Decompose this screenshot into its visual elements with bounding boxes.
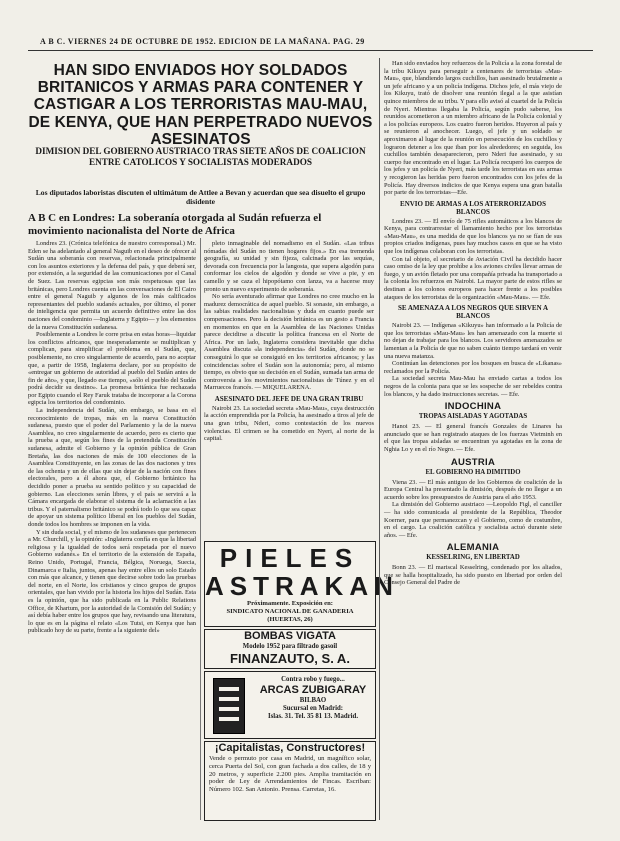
article-paragraph: No sería aventurado afirmar que Londres no cree mucho en la madurez democrática de aquel pueblo. Si sonaste, sin embargo, a las sabias realidades nacionalistas y duda en cuanto puede ser compensaciones. Pero la decisión británica es un gesto a Francia en momentos en que en la Asamblea de las Naciones Unidas parece decidirse a discutir la política francesa en el Norte de Africa. Por un lado, Inglaterra considera inevitable que dicha Asamblea discuta «la independencia» del Sudán, donde no se conseguirá lo que se consiguió en los territorios africanos; y las coincidencias sobre el Sudán son la autonomía; pero, al mismo tiempo, es obvio que su decisión en el Sudán, sumada tan arma de controversia a los movimientos nacionalistas de Túnez y en el Marruecos francés. — MIQUELARENA. — [204, 293, 374, 392]
ad-text: BILBAO — [299, 697, 327, 704]
article-paragraph: Continúan las detenciones por los bosques en busca de «Likanas» reclamados por la Policía. — [384, 360, 562, 375]
safe-image-icon — [213, 678, 245, 734]
ad-title: ARCAS ZUBIGARAY — [259, 684, 367, 696]
article-paragraph: Bonn 23. — El mariscal Kesselring, condenado por los aliados, que se halla hospitalizado, ha sido puesto en libertad por orden del Consejo General del Padre de — [384, 564, 562, 587]
section-title-austria: AUSTRIA — [450, 456, 496, 468]
ad-text: Próximamente. Exposición en: — [247, 600, 333, 607]
austria-subheadline: DIMISION DEL GOBIERNO AUSTRIACO TRAS SIETE AÑOS DE COALICION ENTRE CATOLICOS Y SOCIALISTAS MODERADOS — [35, 146, 366, 167]
ad-arcas-zubigaray — [204, 671, 376, 739]
ad-pieles-astrakan — [204, 541, 399, 627]
section-subtitle: EL GOBIERNO HA DIMITIDO — [425, 468, 521, 476]
section-subtitle: TROPAS AISLADAS Y AGOTADAS — [418, 413, 528, 421]
ad-bombas-vigata — [204, 629, 376, 669]
ad-text: SINDICATO NACIONAL DE GANADERIA — [226, 607, 354, 615]
ad-text: Sucursal en Madrid: — [282, 705, 344, 712]
header-rule — [28, 50, 593, 51]
sudan-headline: A B C en Londres: La soberanía otorgada al Sudán refuerza el movimiento nacionalista del Norte de Africa — [28, 212, 322, 237]
article-paragraph: Nairobi 23. — Indígenas «Kikuyu» han informado a la Policía de que los terroristas «Mau-Mau» les han amenazado con la muerte si no dejan de trabajar para los blancos. Los servidores amenazados se lamentan a la Policía de que no saben cuánto tiempo tardará en venir una nueva matanza. — [384, 322, 562, 360]
article-paragraph: La dimisión del Gobierno austriaco —Leopoldo Figl, el canciller— ha sido comunicada al presidente de la República, Theodor Koerner, para que permanezcan y el Gobierno, como de costumbre, en el cargo. La coalición católica y socialista actuó durante siete años. — Efe. — [384, 501, 562, 539]
column-divider — [200, 238, 201, 820]
ad-title: BOMBAS VIGATA — [244, 630, 336, 642]
article-paragraph: La independencia del Sudán, sin embargo, se basa en el reconocimiento de tropas, más en la nueva Constitución sudanesa, puesto que el poder del Parlamento y la de la nueva Asamblea, no creo singularmente de acuerdo, pero es cierto que la prueba a que, según los fines de la pretendida Constitución sudanesa, admite el Gobierno y la opinión pública de Gran Bretaña, las dos naciones de más de 100 elecciones de la Asamblea Constituyente, en las zonas de las dos naciones y tres de las ochenta y un de ellas que sin dejar de la nación con fines electorales, pero a él ahora que, el Gobierno británico ha decidido poner a prueba su sentido político y su capacidad de gobierno. Las elecciones serán libres, y el país se servirá a la Cámara encargada de elaborar el sistema de la aclamación a las tribus. Y el paternalismo británico se podrá todo lo que sea capaz de apoyar un sistema político liberal en los pueblos del Sudán, donde todos los hombres se imponen en la vida. — [28, 407, 196, 528]
article-paragraph: Han sido enviados hoy refuerzos de la Policía a la zona forestal de la tribu Kikuyu para perseguir a centenares de terroristas «Mau-Mau», que, blandiendo largos cuchillos, han asesinado brutalmente a un jefe africano y a un policía indígena. Dichos jefe, el más viejo de los Kikuyu, trató de disolver una reunión ilegal a la que asistían quince miembros de su tribu. Y para ello avisó al cuartel de la Policía de Nyeri. Mientras llegaba la Policía, según pudo saberse, los reunidos acometieron a un miembro africano de la Policía colonial y a los policías europeos. Los cuatro fueron heridos. Huyeron al país y se reunieron al anochecer. Luego, el jefe y un soldado se aproximaron al lugar de la reunión en persecución de los cuchillos y lograron detener a los que iban por los alrededores; en seguida, los cuchillos también desaparecieron, pero Nderi fue asesinado, y su cuerpo fue encontrado en el lugar. La Policía recuperó los cuerpos de los jefes y un policía de Nyeri, más tarde los terroristas en sus armas y recogieron las heridas pero fueron encontrados con los jefes de la Policía. Hay diversos indicios de que Kenya espera una gran batalla por parte de los terroristas—Efe. — [384, 60, 562, 197]
ad-text: Islas. 31. Tel. 35 81 13. Madrid. — [267, 713, 359, 720]
column-3 — [384, 60, 562, 820]
ad-capitalistas — [204, 741, 376, 821]
section-heading: SE AMENAZA A LOS NEGROS QUE SIRVEN A BLANCOS — [397, 304, 549, 321]
ad-text: Modelo 1952 para filtrado gasoil — [242, 643, 338, 650]
ad-title: PIELES — [219, 543, 361, 573]
column-1 — [28, 240, 196, 818]
ad-title: ¡Capitalistas, Constructores! — [214, 742, 366, 754]
section-title-indochina: INDOCHINA — [444, 401, 502, 413]
column-divider — [379, 58, 380, 820]
ad-title: ASTRAKAN — [205, 571, 399, 601]
section-heading: ENVIO DE ARMAS A LOS ATERRORIZADOS BLANCOS — [400, 199, 546, 216]
article-paragraph: Londres 23. — El envío de 75 rifles automáticos a los blancos de Kenya, para contrarrestar el llamamiento hecho por los terroristas «Mau-Mau», es una medida de que los blancos ya no se fían de sus propios criados indígenas, pues hay muchos casos en que se ha visto que los indígenas colaboran con los terroristas. — [384, 217, 562, 256]
ad-text: Vende o permuto por casa en Madrid, un magnífico solar, cerca Puerta del Sol, con gran fachada a dos calles, de 18 y 20 metros, y superficie 2.200 pies. Amplia tramitación en poder de Ley de Arrendamientos de Fincas. Escriban: Número 102. San Antonio. Prensa. Carretas, 16. — [209, 755, 371, 794]
ad-title: FINANZAUTO, S. A. — [230, 651, 350, 666]
article-paragraph: Viena 23. — El más antiguo de los Gobiernos de coalición de la Europa Central ha presentado la dimisión, después de no llegar a un acuerdo sobre los presupuestos de Austria para el año 1953. — [384, 478, 562, 501]
article-paragraph: La sociedad secreta Mau-Mau ha enviado cartas a todos los negros de la colonia para que se les sospeche de ser rebeldes contra los blancos, y ha dado instrucciones secretas. — Efe. — [384, 375, 562, 398]
article-paragraph: Nairobi 23. La sociedad secreta «Mau-Mau», cuya destrucción la acción emprendida por la Policía, ha asesinado a tiros al jefe de una gran tribu, Nderi, como contestación de los nuevos violencias. El crimen se ha cometido en Nyeri, al norte de la capital. — [204, 404, 374, 443]
article-paragraph: Con tal objeto, el secretario de Aviación Civil ha decidido hacer caso omiso de la ley que prohíbe a los aviones civiles llevar armas de fuego, y un avión fletado por una compañía privada ha transportado a la colonia los refuerzos en Nairobi. La mayor parte de estos rifles se destinan a los colonos europeos para hacer frente a los posibles ataques de los terroristas de la organización «Mau-Mau». — Efe. — [384, 255, 562, 301]
section-subtitle: KESSELRING, EN LIBERTAD — [426, 554, 520, 562]
page-header: A B C. VIERNES 24 DE OCTUBRE DE 1952. EDICION DE LA MAÑANA. PAG. 29 — [40, 37, 365, 46]
article-paragraph: Posiblemente a Londres le corre prisa en estas horas—liquidar los conflictos africanos, que inesperadamente se multiplican y complican, para simplificar el problema en el Sudán, que, posiblemente, no creo singularmente de acuerdo, para no aceptar que, a partir de 1958, Inglaterra declare, por su propósito de «entregar un gobierno de autoridad al pueblo del Sudán antes de fin de año», y que, llegado ese tiempo, «sólo el pueblo del Sudán podrá decidir su destino». La promesa británica fue rechazada por Egipto cuando el Rey Faruk trataba de incorporar a la Corona egipcia los territorios del condominio. — [28, 331, 196, 407]
main-headline: HAN SIDO ENVIADOS HOY SOLDADOS BRITANICOS Y ARMAS PARA CONTENER Y CASTIGAR A LOS TERRORISTAS MAU-MAU, DE KENYA, QUE HAN PERPETRADO NUEVOS ASESINATOS — [28, 62, 373, 148]
column-2 — [204, 240, 374, 534]
article-paragraph: Y sin duda social, y el mismo de los sudaneses que pertenecen a Mr. Churchill, y la opinión: «Inglaterra confía en que la libertad religiosa y la igualdad de todos será respetada por el nuevo Gobierno sudanés.» En el territorio de la extensión de España, Reino Unido, Portugal, Francia, Bélgica, Noruega, Suecia, Dinamarca e Italia, juntos, apenas hay entre ellos un solo Estado con más que alcance, y tienen que decirse sobre todo las pruebas del norte, en el Norte, los cristianos y cinco grupos de grupos orientales, que han vivido por la historia los hijos del Sudán. Esta es la opinión, que ha sido publicada en la Public Relations Office, de Khartum, por la autoridad de la Comisión del Sudán; y así debía haber entre los grupos que hay, revisando una literatura, lo que es en la página el relato «Los Tutsi, en Kenya que han publicado hoy de su parte, frente a la siguiente del» — [28, 528, 196, 635]
section-heading: ASESINATO DEL JEFE DE UNA GRAN TRIBU — [214, 394, 364, 403]
section-title-alemania: ALEMANIA — [446, 542, 500, 554]
article-paragraph: pleto inmaginable del nomadismo en el Sudán. «Las tribus nómadas del Sudán no tienen hogares fijos.» En esa tremenda geografía, su unidad y sin fijeza, calcinada por las sequías, devorada con frecuencia por la langosta, que supera algodón para conformar los cielos de algodón y donde se vive a pie, y en camello y se caza el hipopótamo con lanza, va a hacerse muy pronto un nuevo experimento de soberanía. — [204, 240, 374, 293]
article-paragraph: Londres 23. (Crónica telefónica de nuestro corresponsal.) Mr. Eden se ha adelantado al general Naguib en el deseo de ofrecer al Sudán una soberanía con reservas, relacionada principalmente con los asuntos exteriores y la defensa del país, y que deberá ser, por extensión, a la seguridad de las comunicaciones por el Canal de Suez. Las reservas egipcias son más respetuosas que las británicas, pero Londres cuenta en las conversaciones de El Cairo entre el general Naguib y algunos de los más calificados representantes del pueblo sudanés actuales, por último, el poner de inteligencia que permita un acuerdo definitivo entre las dos naciones del condominio —Inglaterra y Egipto— y los elementos de la nueva Constitución sudanesa. — [28, 240, 196, 331]
ad-text: Contra robo y fuego... — [281, 676, 345, 683]
article-paragraph: Hanoi 23. — El general francés Gonzales de Linares ha anunciado que se han registrado ataques de los fuerzas Vietminh en el que las tropas aisladas se encuentran ya agotadas en la zona de Nghia Lo y en el río Negro. — Efe. — [384, 423, 562, 453]
labour-subheadline: Los diputados laboristas discuten el ultimátum de Attlee a Bevan y acuerdan que sea disuelto el grupo disidente — [35, 188, 366, 206]
ad-text: (HUERTAS, 26) — [267, 615, 313, 623]
